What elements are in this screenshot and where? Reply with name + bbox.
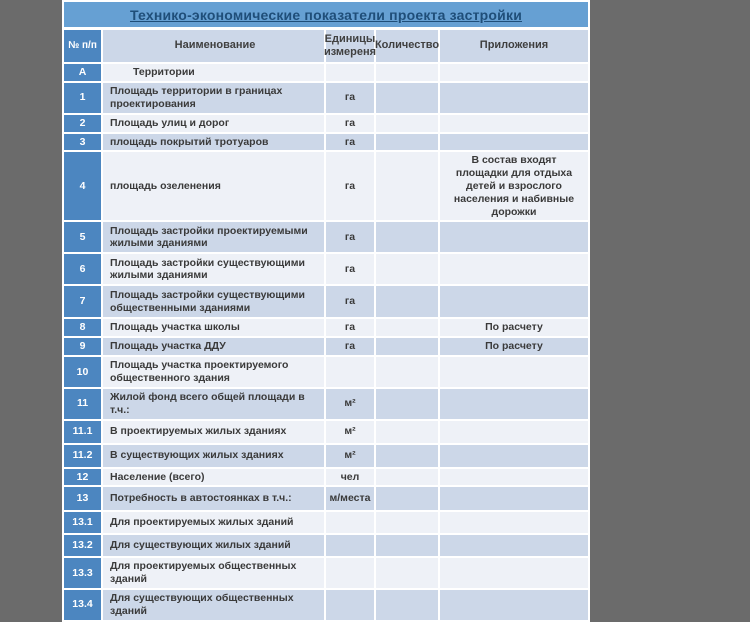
row-note-cell [440, 469, 588, 486]
row-note-cell [440, 286, 588, 317]
row-name-cell: Жилой фонд всего общей площади в т.ч.: [103, 389, 324, 419]
column-header-notes: Приложения [440, 30, 588, 62]
row-number-cell: 8 [64, 319, 101, 336]
table-row [64, 469, 588, 486]
row-number-cell: 13 [64, 487, 101, 510]
table-row [64, 590, 588, 620]
row-name-cell: В существующих жилых зданиях [103, 445, 324, 467]
row-note-cell [440, 254, 588, 284]
row-number-cell: 7 [64, 286, 101, 317]
row-quantity-cell [376, 319, 438, 336]
row-unit-cell: га [326, 338, 374, 355]
row-name-cell: В проектируемых жилых зданиях [103, 421, 324, 443]
row-name-cell: Площадь территории в границах проектирования [103, 83, 324, 113]
row-quantity-cell [376, 558, 438, 588]
table-title: Технико-экономические показатели проекта застройки [129, 6, 522, 23]
table-row [64, 319, 588, 336]
row-note-cell [440, 445, 588, 467]
row-quantity-cell [376, 64, 438, 81]
row-name-cell: Для существующих жилых зданий [103, 535, 324, 556]
row-unit-cell: га [326, 134, 374, 151]
row-unit-cell [326, 590, 374, 620]
row-unit-cell: га [326, 254, 374, 284]
table-row [64, 421, 588, 443]
table-row [64, 64, 588, 81]
row-note-cell [440, 83, 588, 113]
row-name-cell: Площадь участка проектируемого общественного здания [103, 357, 324, 387]
column-header-quantity: Количество [376, 30, 438, 62]
row-number-cell: 4 [64, 152, 101, 220]
table-row [64, 83, 588, 113]
row-unit-cell: га [326, 286, 374, 317]
row-number-cell: 6 [64, 254, 101, 284]
row-name-cell: Для существующих общественных зданий [103, 590, 324, 620]
column-header-number: № п/п [64, 30, 101, 62]
row-number-cell: 10 [64, 357, 101, 387]
row-note-cell [440, 590, 588, 620]
row-note-cell [440, 421, 588, 443]
row-quantity-cell [376, 512, 438, 533]
row-unit-cell [326, 558, 374, 588]
row-quantity-cell [376, 222, 438, 252]
table-row [64, 389, 588, 419]
row-number-cell: 11.1 [64, 421, 101, 443]
table-grid [64, 30, 588, 620]
row-name-cell: Для проектируемых жилых зданий [103, 512, 324, 533]
column-header-name: Наименование [103, 30, 324, 62]
row-note-cell: В состав входят площадки для отдыха детей и взрослого населения и набивные дорожки [440, 152, 588, 220]
row-name-cell: Площадь участка школы [103, 319, 324, 336]
table-row [64, 254, 588, 284]
row-number-cell: 3 [64, 134, 101, 151]
row-number-cell: 13.1 [64, 512, 101, 533]
row-name-cell: Население (всего) [103, 469, 324, 486]
row-quantity-cell [376, 445, 438, 467]
row-unit-cell: м² [326, 389, 374, 419]
table-row [64, 152, 588, 220]
row-name-cell: площадь озеленения [103, 152, 324, 220]
column-header-unit: Единицы измереня [326, 30, 374, 62]
row-unit-cell [326, 64, 374, 81]
row-unit-cell [326, 512, 374, 533]
row-quantity-cell [376, 254, 438, 284]
row-note-cell [440, 389, 588, 419]
row-name-cell: Площадь участка ДДУ [103, 338, 324, 355]
table-row [64, 222, 588, 252]
row-note-cell [440, 222, 588, 252]
row-number-cell: 2 [64, 115, 101, 132]
row-name-cell: Площадь улиц и дорог [103, 115, 324, 132]
row-name-cell: Для проектируемых общественных зданий [103, 558, 324, 588]
row-quantity-cell [376, 152, 438, 220]
row-quantity-cell [376, 590, 438, 620]
table-header-row [64, 30, 588, 62]
table-row [64, 115, 588, 132]
row-name-cell: Площадь застройки существующими жилыми зданиями [103, 254, 324, 284]
row-unit-cell [326, 357, 374, 387]
row-unit-cell: м² [326, 421, 374, 443]
row-unit-cell: га [326, 115, 374, 132]
row-name-cell: Площадь застройки существующими общественными зданиями [103, 286, 324, 317]
row-number-cell: 13.3 [64, 558, 101, 588]
row-quantity-cell [376, 286, 438, 317]
table-row [64, 535, 588, 556]
table-row [64, 445, 588, 467]
row-name-cell: площадь покрытий тротуаров [103, 134, 324, 151]
row-note-cell [440, 357, 588, 387]
row-number-cell: 9 [64, 338, 101, 355]
row-number-cell: А [64, 64, 101, 81]
row-note-cell: По расчету [440, 338, 588, 355]
table-row [64, 357, 588, 387]
row-quantity-cell [376, 134, 438, 151]
row-number-cell: 11.2 [64, 445, 101, 467]
row-unit-cell: м² [326, 445, 374, 467]
row-quantity-cell [376, 83, 438, 113]
row-note-cell [440, 558, 588, 588]
row-number-cell: 1 [64, 83, 101, 113]
table-title-band [64, 2, 588, 27]
row-note-cell [440, 487, 588, 510]
table-row [64, 558, 588, 588]
row-unit-cell: га [326, 222, 374, 252]
indicators-table [62, 0, 590, 622]
row-note-cell: По расчету [440, 319, 588, 336]
row-unit-cell: га [326, 152, 374, 220]
row-number-cell: 13.2 [64, 535, 101, 556]
row-quantity-cell [376, 469, 438, 486]
row-number-cell: 12 [64, 469, 101, 486]
row-unit-cell: м/места [326, 487, 374, 510]
row-number-cell: 5 [64, 222, 101, 252]
table-row [64, 338, 588, 355]
row-quantity-cell [376, 389, 438, 419]
row-note-cell [440, 535, 588, 556]
row-number-cell: 11 [64, 389, 101, 419]
row-name-cell: Потребность в автостоянках в т.ч.: [103, 487, 324, 510]
table-row [64, 487, 588, 510]
row-name-cell: Площадь застройки проектируемыми жилыми зданиями [103, 222, 324, 252]
table-row [64, 512, 588, 533]
row-quantity-cell [376, 535, 438, 556]
row-quantity-cell [376, 115, 438, 132]
table-row [64, 286, 588, 317]
row-quantity-cell [376, 421, 438, 443]
row-quantity-cell [376, 338, 438, 355]
row-note-cell [440, 512, 588, 533]
row-note-cell [440, 115, 588, 132]
row-unit-cell: га [326, 83, 374, 113]
row-unit-cell: чел [326, 469, 374, 486]
row-unit-cell [326, 535, 374, 556]
row-note-cell [440, 134, 588, 151]
row-quantity-cell [376, 487, 438, 510]
row-quantity-cell [376, 357, 438, 387]
table-row [64, 134, 588, 151]
row-name-cell: Территории [103, 64, 324, 81]
row-note-cell [440, 64, 588, 81]
row-number-cell: 13.4 [64, 590, 101, 620]
row-unit-cell: га [326, 319, 374, 336]
